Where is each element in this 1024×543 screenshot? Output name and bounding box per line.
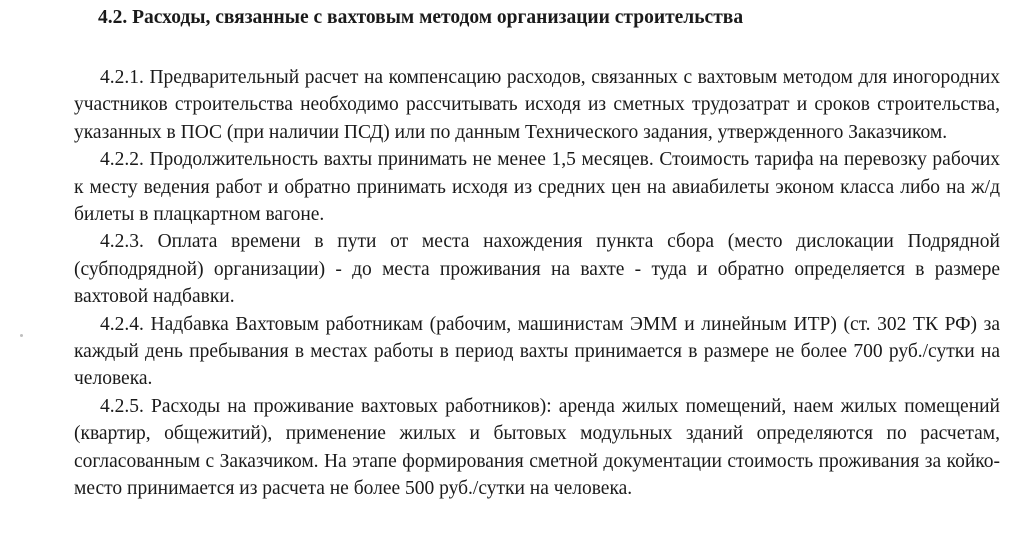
- section-body: [74, 64, 1000, 503]
- paragraph-4-2-1: 4.2.1. Предварительный расчет на компенсацию расходов, связанных с вахтовым методом для иногородних участников строительства необходимо рассчитывать исходя из сметных трудозатрат и сроков строительства, указанных в ПОС (при наличии ПСД) или по данным Технического задания, утвержденного Заказчиком.: [74, 67, 1000, 143]
- paragraph-4-2-5: 4.2.5. Расходы на проживание вахтовых работников): аренда жилых помещений, наем жилых помещений (квартир, общежитий), применение жилых и бытовых модульных зданий определяются по расчетам, согласованным с Заказчиком. На этапе формирования сметной документации стоимость проживания за койко-место принимается из расчета не более 500 руб./сутки на человека.: [74, 395, 1000, 500]
- section-heading: 4.2. Расходы, связанные с вахтовым методом организации строительства: [98, 7, 744, 28]
- scan-speck: [20, 334, 23, 337]
- paragraph-4-2-4: 4.2.4. Надбавка Вахтовым работникам (рабочим, машинистам ЭММ и линейным ИТР) (ст. 302 ТК РФ) за каждый день пребывания в местах работы в период вахты принимается в размере не более 700 руб./сутки на человека.: [74, 313, 1000, 390]
- paragraph-4-2-3: 4.2.3. Оплата времени в пути от места нахождения пункта сбора (место дислокации Подрядной (субподрядной) организации) - до места проживания на вахте - туда и обратно определяется в размере вахтовой надбавки.: [74, 231, 1000, 308]
- paragraph-4-2-2: 4.2.2. Продолжительность вахты принимать не менее 1,5 месяцев. Стоимость тарифа на перевозку рабочих к месту ведения работ и обратно принимать исходя из средних цен на авиабилеты эконом класса либо на ж/д билеты в плацкартном вагоне.: [74, 149, 1000, 226]
